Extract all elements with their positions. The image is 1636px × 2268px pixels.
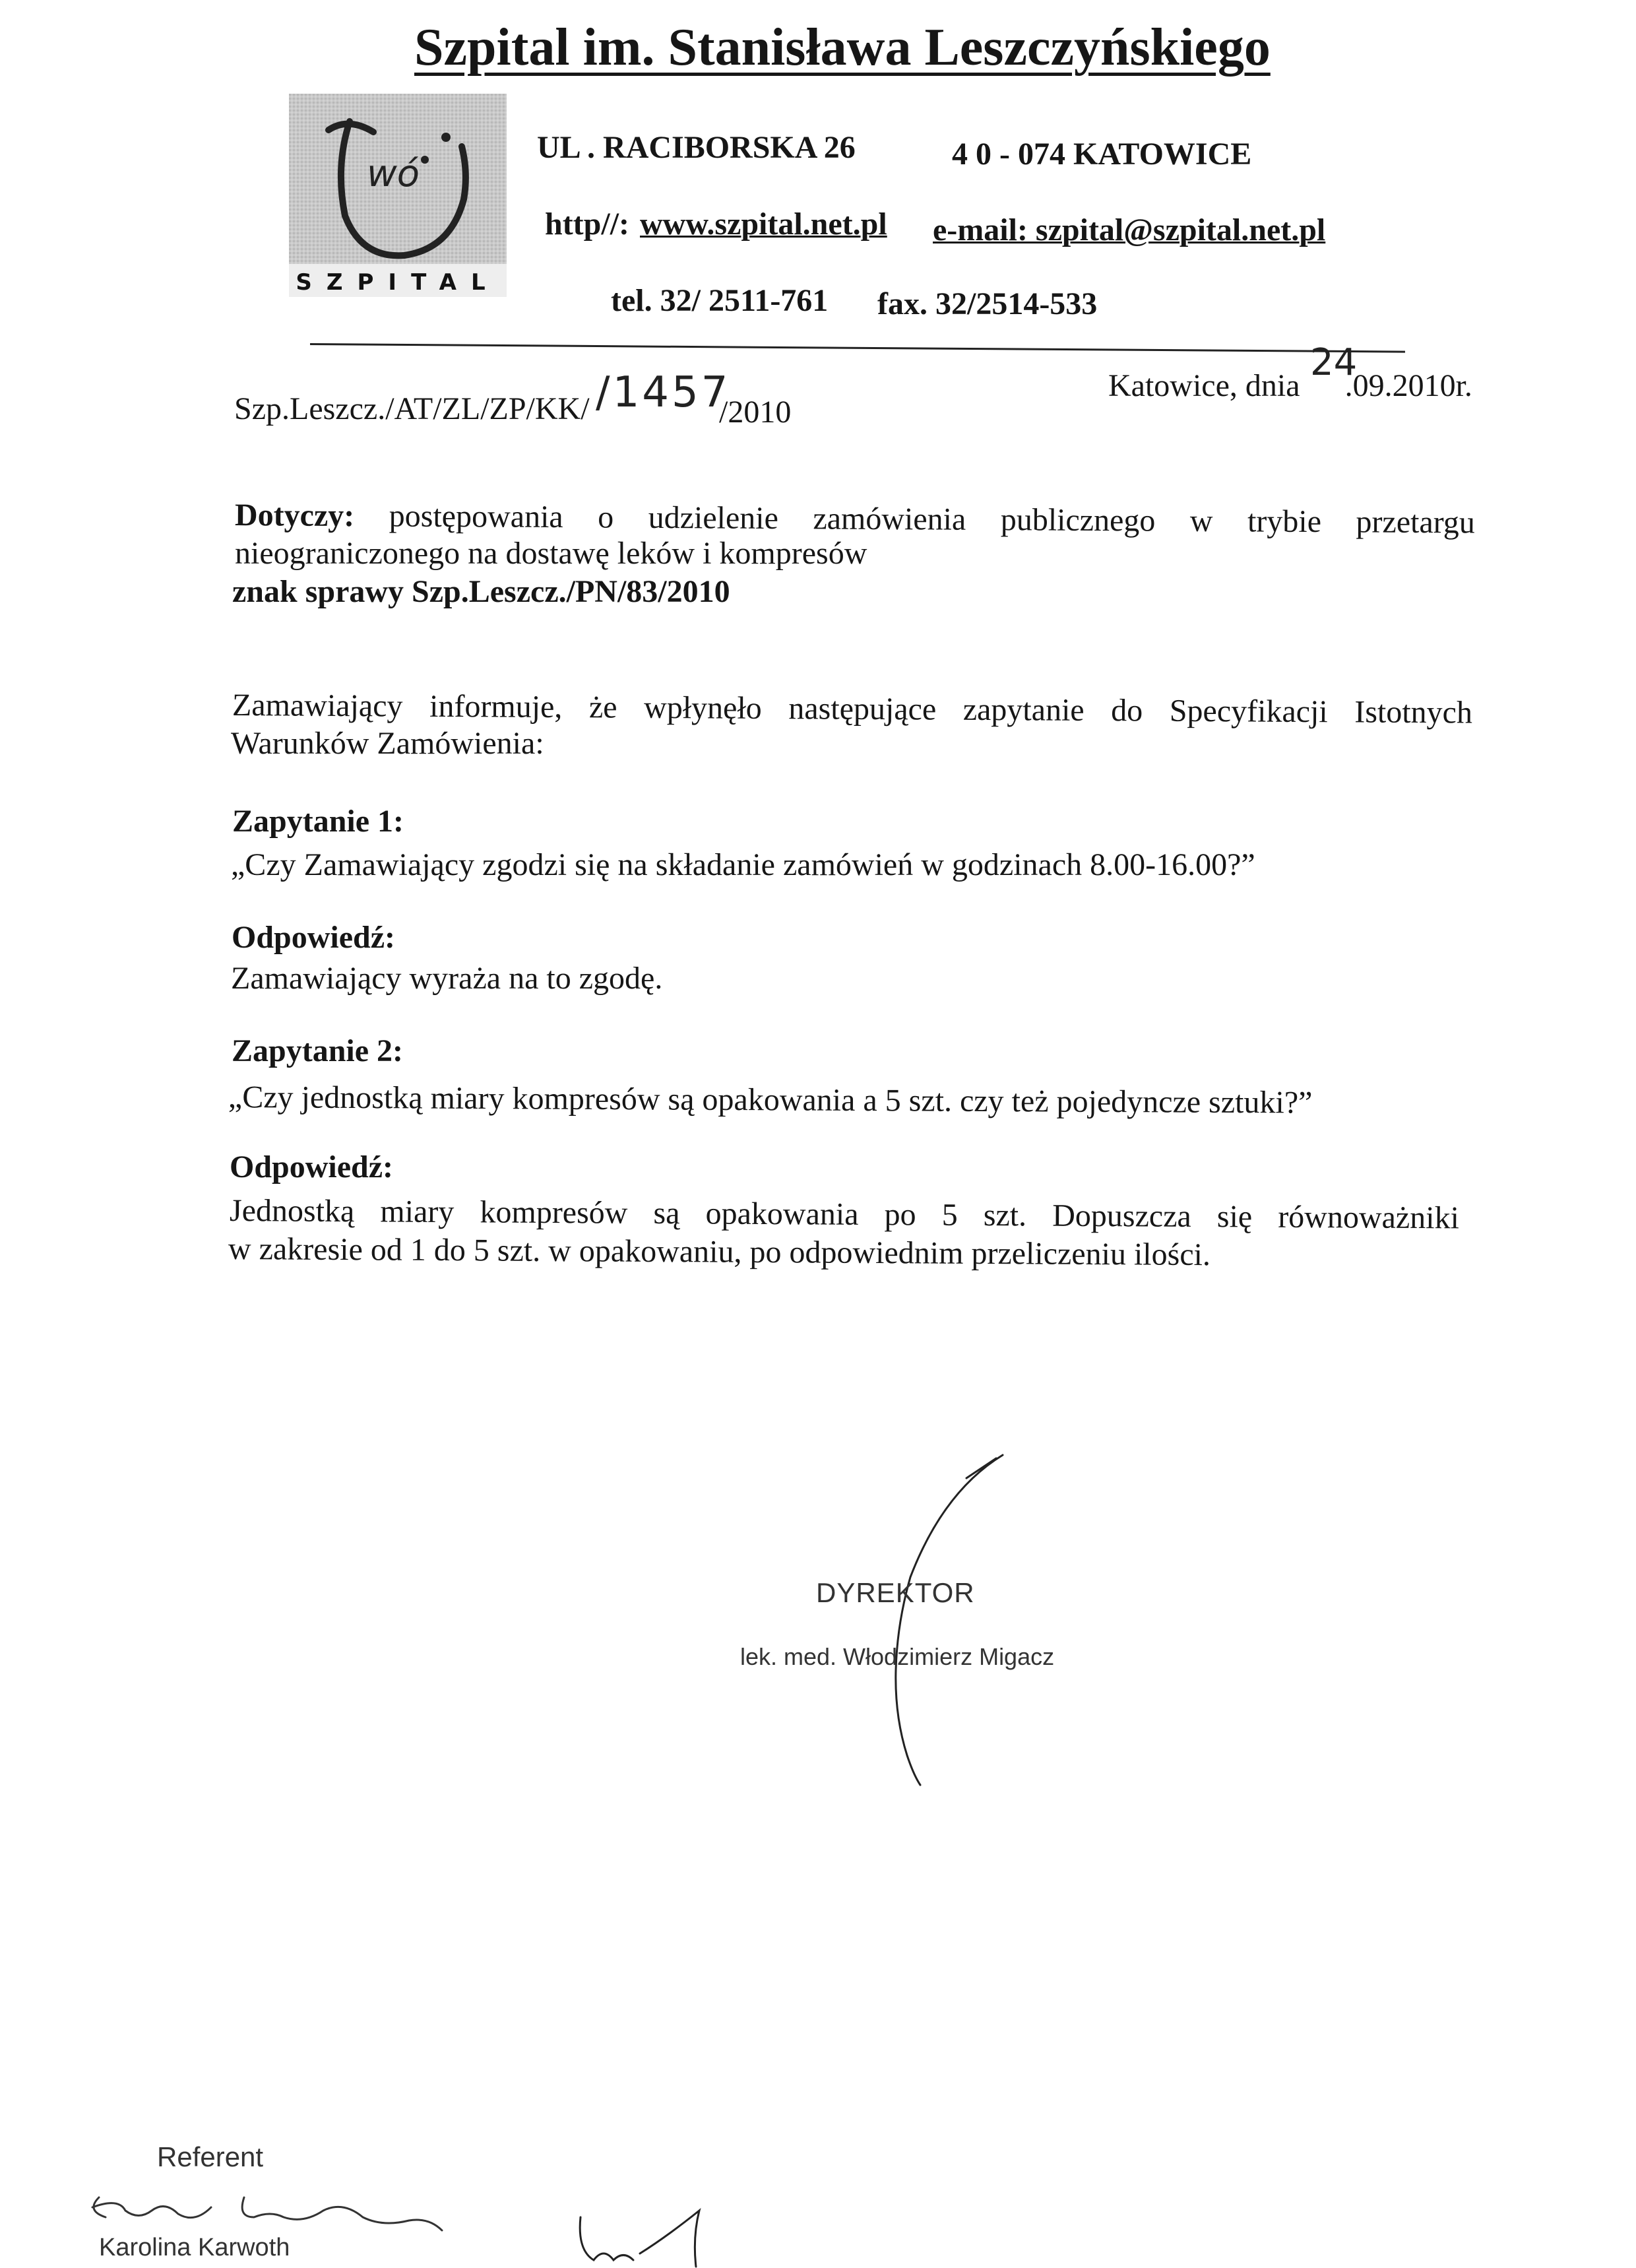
subject-word: trybie bbox=[1247, 503, 1322, 540]
intro-word: informuje, bbox=[429, 688, 563, 725]
intro-line-2: Warunków Zamówienia: bbox=[231, 726, 544, 761]
intro-word: wpłynęło bbox=[643, 690, 762, 726]
subject-label: Dotyczy: bbox=[234, 498, 355, 534]
date-prefix: Katowice, dnia bbox=[1108, 368, 1300, 403]
logo-graphic bbox=[289, 94, 507, 297]
initials-signature bbox=[567, 2197, 719, 2268]
question-1-title: Zapytanie 1: bbox=[232, 804, 404, 839]
svg-text:wó: wó bbox=[367, 152, 420, 195]
question-2-title: Zapytanie 2: bbox=[232, 1033, 404, 1068]
subject-line-2: nieograniczonego na dostawę leków i kompresów bbox=[235, 536, 867, 571]
answer-word: kompresów bbox=[480, 1194, 628, 1231]
intro-word: do bbox=[1111, 693, 1143, 729]
website-label: http//: bbox=[545, 207, 630, 242]
answer-word: Jednostką bbox=[229, 1193, 355, 1229]
header-divider bbox=[310, 343, 1405, 353]
case-number: znak sprawy Szp.Leszcz./PN/83/2010 bbox=[232, 574, 730, 609]
reference-prefix: Szp.Leszcz./AT/ZL/ZP/KK/ bbox=[234, 391, 590, 426]
email-link[interactable]: e-mail: szpital@szpital.net.pl bbox=[933, 212, 1326, 247]
answer-2-line-2: w zakresie od 1 do 5 szt. w opakowaniu, po odpowiednim przeliczeniu ilości. bbox=[228, 1231, 1211, 1273]
address-street: UL . RACIBORSKA 26 bbox=[537, 130, 856, 165]
reference-suffix: /2010 bbox=[719, 395, 792, 430]
date-handwritten-day: 24 bbox=[1310, 341, 1358, 384]
intro-word: Specyfikacji bbox=[1169, 693, 1328, 730]
answer-word: miary bbox=[380, 1194, 455, 1230]
address-city: 4 0 - 074 KATOWICE bbox=[952, 137, 1252, 172]
answer-1-text: Zamawiający wyraża na to zgodę. bbox=[231, 961, 663, 996]
director-signature bbox=[831, 1452, 1029, 1795]
intro-word: Zamawiający bbox=[232, 688, 403, 724]
answer-1-title: Odpowiedź: bbox=[232, 920, 396, 955]
answer-word: szt. bbox=[983, 1197, 1027, 1233]
stamp-name: lek. med. Włodzimierz Migacz bbox=[740, 1643, 1055, 1670]
telephone: tel. 32/ 2511-761 bbox=[611, 283, 829, 318]
fax: fax. 32/2514-533 bbox=[877, 286, 1098, 321]
question-2-text: „Czy jednostką miary kompresów są opakowania a 5 szt. czy też pojedyncze sztuki?” bbox=[228, 1080, 1313, 1120]
answer-2-line-1 bbox=[230, 1192, 1459, 1237]
hospital-logo bbox=[289, 94, 507, 297]
intro-word: Istotnych bbox=[1354, 694, 1473, 730]
referent-label: Referent bbox=[157, 2141, 264, 2172]
answer-word: 5 bbox=[941, 1197, 958, 1233]
subject-word: o bbox=[598, 500, 614, 535]
date-suffix: .09.2010r. bbox=[1344, 368, 1472, 403]
answer-word: Dopuszcza bbox=[1052, 1198, 1191, 1234]
subject-word: udzielenie bbox=[648, 500, 779, 536]
answer-word: są bbox=[653, 1195, 680, 1231]
subject-word: przetargu bbox=[1356, 504, 1476, 540]
referent-name: Karolina Karwoth bbox=[99, 2234, 290, 2261]
website-link[interactable]: www.szpital.net.pl bbox=[640, 207, 887, 242]
subject-word: zamówienia bbox=[813, 501, 966, 537]
stamp-title: DYREKTOR bbox=[816, 1577, 975, 1608]
answer-word: po bbox=[884, 1197, 916, 1233]
question-1-text: „Czy Zamawiający zgodzi się na składanie zamówień w godzinach 8.00-16.00?” bbox=[231, 847, 1255, 882]
answer-2-title: Odpowiedź: bbox=[230, 1150, 394, 1184]
hospital-name: Szpital im. Stanisława Leszczyńskiego bbox=[414, 18, 1271, 77]
answer-word: się bbox=[1216, 1199, 1253, 1235]
logo-text: SZPITAL bbox=[296, 269, 500, 296]
intro-word: że bbox=[588, 690, 617, 725]
answer-word: równoważniki bbox=[1278, 1199, 1460, 1236]
intro-word: następujące bbox=[788, 691, 937, 727]
date-line bbox=[1108, 368, 1472, 404]
answer-word: opakowania bbox=[705, 1196, 859, 1232]
reference-handwritten-number: /1457 bbox=[596, 368, 731, 417]
subject-word: postępowania bbox=[389, 498, 563, 535]
subject-word: publicznego bbox=[1000, 502, 1156, 538]
subject-word: w bbox=[1189, 503, 1213, 539]
intro-word: zapytanie bbox=[962, 692, 1085, 728]
